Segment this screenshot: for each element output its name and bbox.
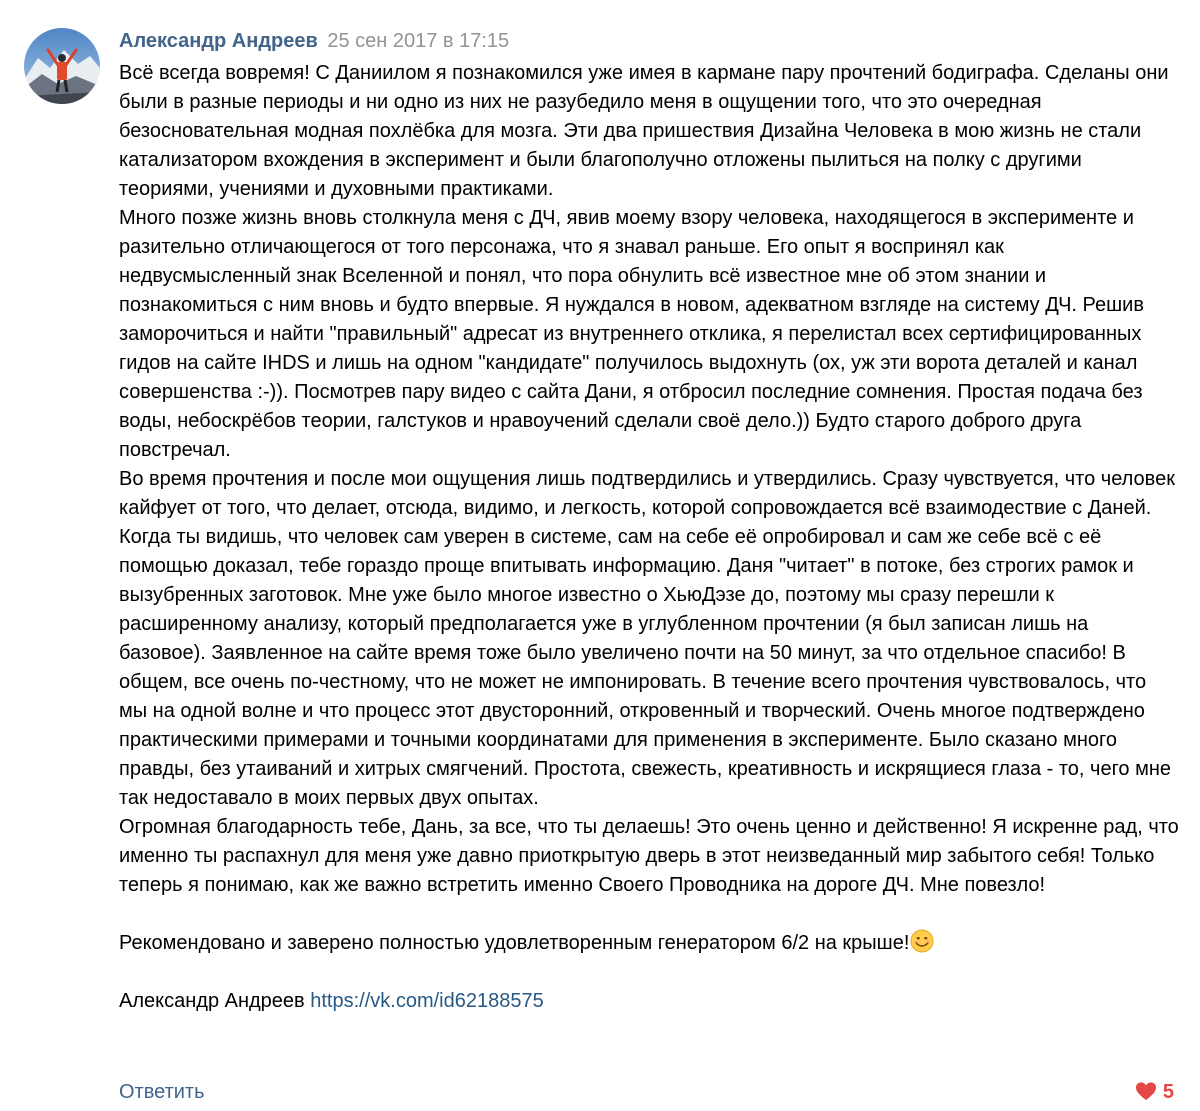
smiling-face-icon <box>910 929 934 953</box>
comment-paragraph: Всё всегда вовремя! С Даниилом я познакомился уже имея в кармане пару прочтений бодиграфа. Сделаны они были в разные периоды и ни одно из них не разубедило меня в ощущении того, что это очередная безосновательная модная похлёбка для мозга. Эти два пришествия Дизайна Человека в мою жизнь не стали катализатором вхождения в эксперимент и были благополучно отложены пылиться на полку с другими теориями, учениями и духовными практиками. <box>119 62 1169 200</box>
avatar[interactable] <box>24 28 100 104</box>
profile-link[interactable]: https://vk.com/id62188575 <box>310 990 544 1012</box>
like-button[interactable] <box>1135 1078 1174 1106</box>
like-count: 5 <box>1162 1081 1174 1103</box>
heart-icon <box>1135 1081 1157 1101</box>
comment-paragraph: Огромная благодарность тебе, Дань, за все, что ты делаешь! Это очень ценно и действенно! Я искренне рад, что именно ты распахнул для меня уже давно приоткрытую дверь в этот неизведанный мир забытого себя! Только теперь я понимаю, как же важно встретить именно Своего Проводника на дороге ДЧ. Мне повезло! <box>119 816 1179 896</box>
signature-name: Александр Андреев <box>119 990 305 1012</box>
comment-content <box>119 24 1179 1016</box>
comment-paragraph: Много позже жизнь вновь столкнула меня с ДЧ, явив моему взору человека, находящегося в эксперименте и разительно отличающегося от того персонажа, что я знавал раньше. Его опыт я воспринял как недвусмысленный знак Вселенной и понял, что пора обнулить всё известное мне об этом знании и познакомиться с ним вновь и будто впервые. Я нуждался в новом, адекватном взгляде на систему ДЧ. Решив заморочиться и найти "правильный" адресат из внутреннего отклика, я перелистал всех сертифицированных гидов на сайте IHDS и лишь на одном "кандидате" получилось выдохнуть (ох, уж эти ворота деталей и канал совершенства :-)). Посмотрев пару видео с сайта Дани, я отбросил последние сомнения. Простая подача без воды, небоскрёбов теории, галстуков и нравоучений сделали своё дело.)) Будто старого доброго друга повстречал. <box>119 207 1144 461</box>
comment-date[interactable]: 25 сен 2017 в 17:15 <box>327 30 510 52</box>
author-name[interactable]: Александр Андреев <box>119 30 318 52</box>
comment-paragraph: Во время прочтения и после мои ощущения лишь подтвердились и утвердились. Сразу чувствуется, что человек кайфует от того, что делает, отсюда, видимо, и легкость, которой сопровождается всё взаимодествие с Даней. Когда ты видишь, что человек сам уверен в системе, сам на себе её опробировал и сам же себе всё с её помощью доказал, тебе гораздо проще впитывать информацию. Даня "читает" в потоке, без строгих рамок и вызубренных заготовок. Мне уже было многое известно о ХьюДэзе до, поэтому мы сразу перешли к расширенному анализу, который предполагается уже в углубленном прочтении (я был записан лишь на базовое). Заявленное на сайте время тоже было увеличено почти на 50 минут, за что отдельное спасибо! В общем, все очень по-честному, что не может не импонировать. В течение всего прочтения чувствовалось, что мы на одной волне и что процесс этот двусторонний, откровенный и творческий. Очень многое подтверждено практическими примерами и точными координатами для применения в эксперименте. Было сказано много правды, без утаиваний и хитрых смягчений. Простота, свежесть, креативность и искрящиеся глаза - то, чего мне так недоставало в моих первых двух опытах. <box>119 468 1175 809</box>
paragraph-gap <box>119 958 1179 987</box>
comment-text <box>119 59 1179 1016</box>
avatar-photo <box>24 28 100 104</box>
signature-line <box>119 987 1179 1016</box>
closing-line <box>119 929 1179 958</box>
reply-button[interactable]: Ответить <box>119 1081 205 1103</box>
closing-text: Рекомендовано и заверено полностью удовлетворенным генератором 6/2 на крыше! <box>119 932 910 954</box>
comment-header <box>119 24 1179 59</box>
paragraph-gap <box>119 900 1179 929</box>
